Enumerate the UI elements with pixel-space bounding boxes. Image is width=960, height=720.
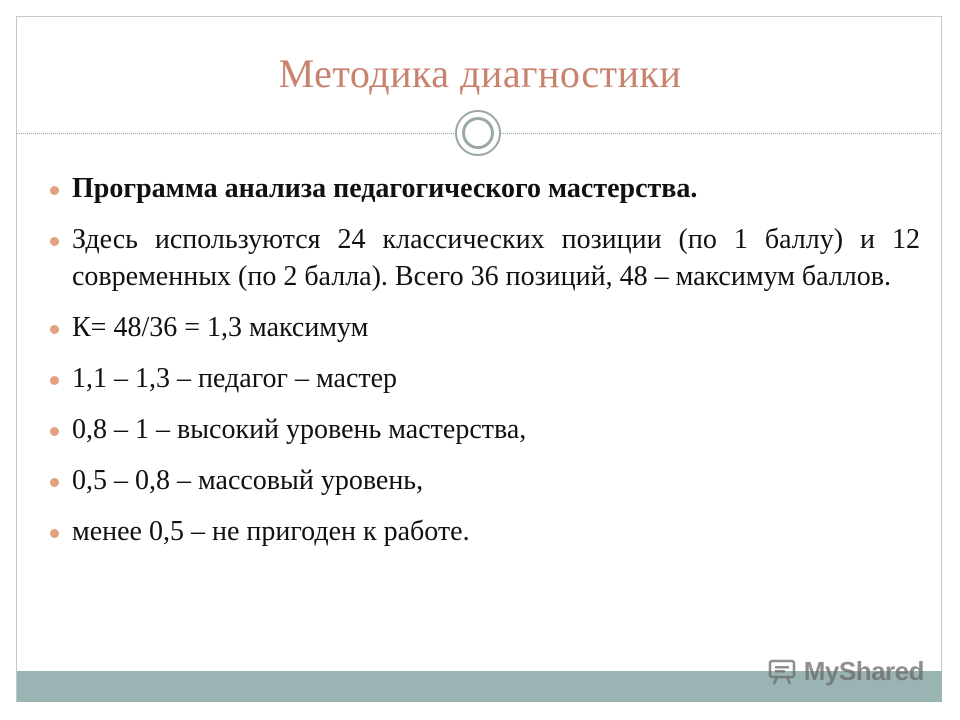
bullet-dot-icon: [50, 186, 59, 195]
bullet-text: Программа анализа педагогического мастерства.: [72, 173, 698, 204]
bullet-item: [48, 462, 920, 499]
bullet-text: 0,5 – 0,8 – массовый уровень,: [72, 465, 424, 496]
bullet-dot-icon: [50, 478, 59, 487]
watermark-text: MyShared: [803, 656, 924, 686]
slide-title: Методика диагностики: [278, 51, 682, 96]
bullet-item: [48, 360, 920, 397]
bullet-text: менее 0,5 – не пригоден к работе.: [72, 516, 470, 547]
divider-circle-inner: [462, 117, 494, 149]
watermark[interactable]: [768, 656, 924, 687]
bullet-list: [48, 170, 920, 550]
bullet-dot-icon: [50, 529, 59, 538]
bullet-text: 1,1 – 1,3 – педагог – мастер: [72, 363, 398, 394]
bullet-dot-icon: [50, 325, 59, 334]
divider-circle-icon: [455, 110, 501, 156]
bullet-text: Здесь используются 24 классических позиции (по 1 баллу) и 12 современных (по 2 балла). Всего 36 позиций, 48 – максимум баллов.: [72, 224, 920, 292]
bullet-text: 0,8 – 1 – высокий уровень мастерства,: [72, 414, 527, 445]
bullet-item: [48, 513, 920, 550]
bullet-dot-icon: [50, 237, 59, 246]
slide-content: [48, 170, 920, 564]
bullet-item: [48, 411, 920, 448]
bullet-dot-icon: [50, 376, 59, 385]
bullet-text: К= 48/36 = 1,3 максимум: [72, 312, 369, 343]
bullet-dot-icon: [50, 427, 59, 436]
bullet-item: [48, 221, 920, 295]
bullet-item: [48, 170, 920, 207]
bullet-item: [48, 309, 920, 346]
myshared-logo-icon: [768, 658, 798, 686]
